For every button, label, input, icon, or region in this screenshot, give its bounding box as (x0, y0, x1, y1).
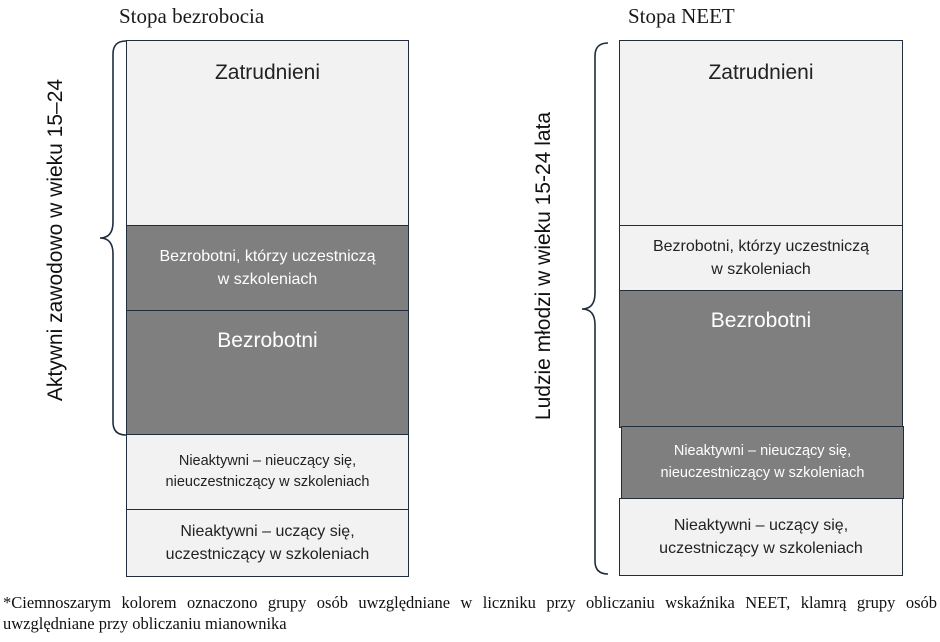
left-unemployed-training-label: Bezrobotni, którzy uczestniczą w szkoleniach (159, 247, 376, 288)
left-brace-label: Aktywni zawodowo w wieku 15–24 (44, 78, 67, 402)
right-brace (578, 42, 614, 576)
left-inactive-not-learning-label: Nieaktywni – nieuczący się, nieuczestniczący w szkoleniach (165, 452, 370, 490)
left-inactive-not-learning-block (126, 434, 409, 510)
left-employed-label: Zatrudnieni (214, 61, 321, 84)
left-employed-block (126, 40, 409, 226)
right-unemployed-block (619, 290, 903, 428)
right-column-title: Stopa NEET (628, 4, 735, 28)
left-inactive-learning-block (126, 509, 409, 577)
right-inactive-not-learning-block (621, 426, 904, 499)
left-inactive-learning-label: Nieaktywni – uczący się, uczestniczący w szkoleniach (165, 522, 370, 563)
left-brace (96, 40, 132, 436)
left-unemployed-label: Bezrobotni (217, 329, 318, 352)
right-unemployed-label: Bezrobotni (710, 309, 812, 332)
right-brace-label: Ludzie młodzi w wieku 15-24 lata (532, 111, 555, 421)
right-employed-block (619, 40, 903, 226)
left-unemployed-block (126, 310, 409, 435)
right-unemployed-training-label: Bezrobotni, którzy uczestniczą w szkoleniach (652, 237, 870, 278)
right-employed-label: Zatrudnieni (708, 61, 814, 84)
left-unemployed-training-block (126, 225, 409, 311)
left-column-title: Stopa bezrobocia (119, 4, 265, 28)
right-inactive-learning-block (619, 498, 903, 576)
right-inactive-not-learning-label: Nieaktywni – nieuczący się, nieuczestniczący w szkoleniach (660, 443, 865, 481)
right-inactive-learning-label: Nieaktywni – uczący się, uczestniczący w szkoleniach (659, 516, 863, 557)
right-unemployed-training-block (619, 225, 903, 291)
footnote: *Ciemnoszarym kolorem oznaczono grupy osób uwzględniane w liczniku przy obliczaniu wskaźnika NEET, klamrą grupy osób uwzględniane przy obliczaniu mianownika (3, 593, 937, 633)
